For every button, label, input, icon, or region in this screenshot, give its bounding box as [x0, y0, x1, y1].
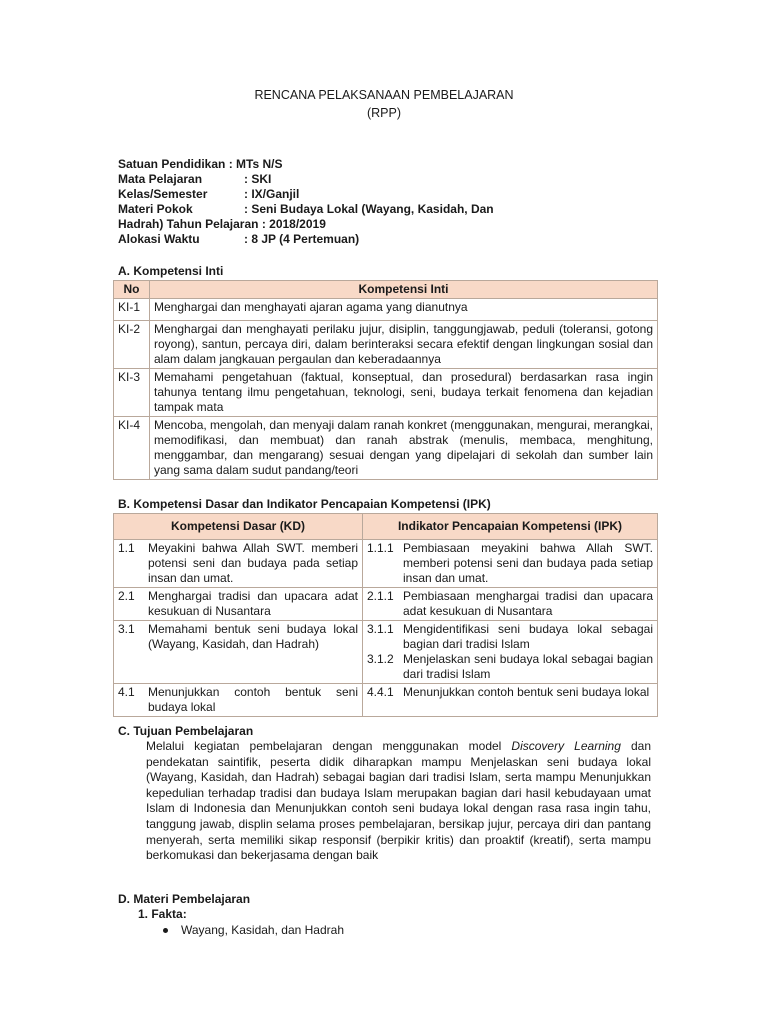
table-row	[114, 321, 658, 369]
kd-text: Menghargai tradisi dan upacara adat kesukuan di Nusantara	[148, 589, 358, 618]
kelas-row	[118, 187, 494, 202]
ipk-cell	[363, 621, 658, 684]
list-item	[163, 923, 344, 938]
kd-cell	[114, 621, 363, 684]
table-row	[114, 540, 658, 588]
tahun-row	[118, 217, 494, 232]
tujuan-text-before: Melalui kegiatan pembelajaran dengan menggunakan model	[146, 739, 512, 753]
table-row	[114, 684, 658, 717]
col-ki-header: Kompetensi Inti	[150, 281, 658, 299]
section-a-heading: A. Kompetensi Inti	[118, 264, 224, 278]
ipk-text: Menunjukkan contoh bentuk seni budaya lokal	[403, 685, 650, 699]
materi-label: Materi Pokok	[118, 202, 193, 216]
section-d-heading: D. Materi Pembelajaran	[118, 892, 251, 906]
ipk-text: Mengidentifikasi seni budaya lokal sebagai bagian dari tradisi Islam	[403, 622, 653, 651]
materi-row	[118, 202, 494, 217]
kd-cell	[114, 684, 363, 717]
kd-cell	[114, 588, 363, 621]
ipk-text: Pembiasaan menghargai tradisi dan upacara adat kesukuan di Nusantara	[403, 589, 653, 618]
title-line-2: (RPP)	[366, 106, 402, 120]
table-row	[114, 588, 658, 621]
col-no-header: No	[114, 281, 150, 299]
kompetensi-inti-table	[113, 280, 658, 480]
ipk-cell	[363, 540, 658, 588]
fakta-label: 1. Fakta:	[138, 907, 187, 921]
section-c-heading: C. Tujuan Pembelajaran	[118, 724, 254, 738]
fakta-item-text: Wayang, Kasidah, dan Hadrah	[181, 923, 344, 937]
kd-number: 2.1	[118, 589, 135, 603]
mapel-value: : SKI	[244, 172, 272, 186]
kd-ipk-table	[113, 513, 658, 717]
col-kd-header: Kompetensi Dasar (KD)	[114, 514, 363, 540]
ki-no: KI-4	[114, 417, 150, 480]
kd-text: Menunjukkan contoh bentuk seni budaya lokal	[148, 685, 358, 714]
ki-no: KI-3	[114, 369, 150, 417]
document-title	[0, 86, 768, 122]
ipk-text: Menjelaskan seni budaya lokal sebagai bagian dari tradisi Islam	[403, 652, 653, 681]
kelas-value: : IX/Ganjil	[244, 187, 300, 201]
materi-value: : Seni Budaya Lokal (Wayang, Kasidah, Dan	[244, 202, 494, 216]
table-header-row	[114, 281, 658, 299]
ki-text: Menghargai dan menghayati ajaran agama yang dianutnya	[150, 299, 658, 321]
ki-text: Mencoba, mengolah, dan menyaji dalam ranah konkret (menggunakan, mengurai, merangkai, memodifikasi, dan membuat) dan ranah abstrak (menulis, membaca, menghitung, menggambar, dan mengarang) sesuai dengan yang dipelajari di sekolah dan sumber lain yang sama dalam sudut pandang/teori	[150, 417, 658, 480]
section-b-heading: B. Kompetensi Dasar dan Indikator Pencapaian Kompetensi (IPK)	[118, 497, 491, 511]
alokasi-row	[118, 232, 494, 247]
ki-no: KI-1	[114, 299, 150, 321]
ipk-cell	[363, 588, 658, 621]
bullet-icon	[163, 928, 168, 933]
mapel-row	[118, 172, 494, 187]
table-header-row	[114, 514, 658, 540]
title-line-1: RENCANA PELAKSANAAN PEMBELAJARAN	[254, 88, 514, 102]
satuan-text: Satuan Pendidikan : MTs N/S	[118, 157, 283, 171]
table-row	[114, 369, 658, 417]
kd-cell	[114, 540, 363, 588]
kd-number: 1.1	[118, 541, 135, 555]
alokasi-label: Alokasi Waktu	[118, 232, 200, 246]
ipk-number: 1.1.1	[367, 541, 394, 555]
ki-text: Menghargai dan menghayati perilaku jujur, disiplin, tanggungjawab, peduli (toleransi, gotong royong), santun, percaya diri, dalam berinteraksi secara efektif dengan lingkungan sosial dan alam dalam jangkauan pergaulan dan keberadaannya	[150, 321, 658, 369]
table-row	[114, 299, 658, 321]
mapel-label: Mata Pelajaran	[118, 172, 203, 186]
ipk-number: 4.4.1	[367, 685, 394, 699]
kd-number: 3.1	[118, 622, 135, 636]
materi-continuation: Hadrah) Tahun Pelajaran : 2018/2019	[118, 217, 326, 231]
table-row	[114, 621, 658, 684]
kd-text: Meyakini bahwa Allah SWT. memberi potensi seni dan budaya pada setiap insan dan umat.	[148, 541, 358, 585]
ipk-number: 2.1.1	[367, 589, 394, 603]
table-row	[114, 417, 658, 480]
ipk-number: 3.1.2	[367, 652, 394, 666]
identity-block	[118, 157, 494, 247]
kd-text: Memahami bentuk seni budaya lokal (Wayang, Kasidah, dan Hadrah)	[148, 622, 358, 651]
alokasi-value: : 8 JP (4 Pertemuan)	[244, 232, 360, 246]
tujuan-paragraph	[146, 739, 651, 864]
tujuan-model-name: Discovery Learning	[511, 739, 621, 753]
ipk-cell	[363, 684, 658, 717]
kelas-label: Kelas/Semester	[118, 187, 208, 201]
ki-text: Memahami pengetahuan (faktual, konseptual, dan prosedural) berdasarkan rasa ingin tahunya tentang ilmu pengetahuan, teknologi, seni, budaya terkait fenomena dan kejadian tampak mata	[150, 369, 658, 417]
ki-no: KI-2	[114, 321, 150, 369]
col-ipk-header: Indikator Pencapaian Kompetensi (IPK)	[363, 514, 658, 540]
tujuan-text-after: dan pendekatan saintifik, peserta didik diharapkan mampu Menjelaskan seni budaya lokal (Wayang, Kasidah, dan Hadrah) sebagai bagian dari tradisi Islam, serta mampu Menunjukkan kepedulian terhadap tradisi dan budaya Islam merupakan bagian dari hasil kebudayaan umat Islam di Indonesia dan Menunjukkan contoh seni budaya lokal dengan rasa rasa ingin tahu, tanggung jawab, displin selama proses pembelajaran, bersikap jujur, percaya diri dan pantang menyerah, serta memiliki sikap responsif (berpikir kritis) dan proaktif (kreatif), serta mampu berkomukasi dan bekerjasama dengan baik	[146, 739, 651, 863]
ipk-text: Pembiasaan meyakini bahwa Allah SWT. memberi potensi seni dan budaya pada setiap insan dan umat.	[403, 541, 653, 585]
ipk-number: 3.1.1	[367, 622, 394, 636]
kd-number: 4.1	[118, 685, 135, 699]
satuan-row	[118, 157, 494, 172]
